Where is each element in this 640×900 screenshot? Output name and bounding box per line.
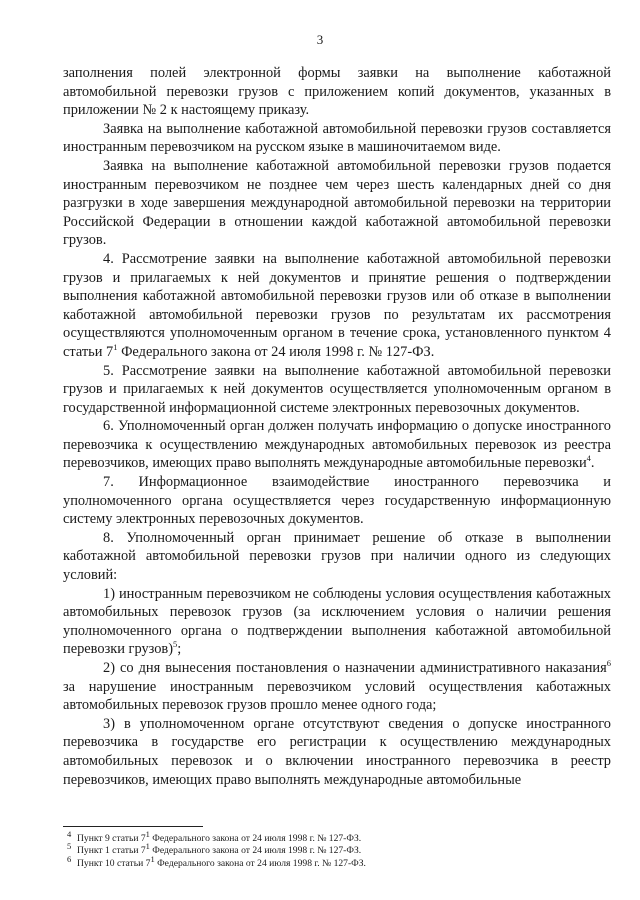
footnotes [63,826,611,870]
text-run: 6. Уполномоченный орган должен получать информацию о допуске иностранного перевозчика к осуществлению международных автомобильных перевозок из реестра перевозчиков, имеющих право выполнять международные автомобильные перевозки [63,418,611,472]
footnote: $^5$ Пункт 1 статьи $7^1$ Федерального закона от 24 июля 1998 г. № 127-ФЗ. [67,841,362,857]
text-run: 8. Уполномоченный орган принимает решение об отказе в выполнении каботажной автомобильной перевозки грузов при наличии одного из следующих условий: [63,529,611,584]
text-run: за нарушение иностранным перевозчиком условий осуществления каботажных автомобильных перевозок грузов прошло менее одного года; [63,678,611,714]
paragraph [63,715,611,789]
text-run: Федерального закона от 24 июля 1998 г. № 127-ФЗ. [149,845,362,857]
superscript-mark: 1 [150,853,155,864]
text-run: Федерального закона от 24 июля 1998 г. № 127-ФЗ. [117,343,435,360]
text-run: Пункт 10 статьи 7 [77,857,151,869]
text-run: Заявка на выполнение каботажной автомобильной перевозки грузов подается иностранным перевозчиком не позднее чем через шесть календарных дней со дня разгрузки в ходе завершения международной автомобильной перевозки на территории Российской Федерации в отношении каждой каботажной автомобильной перевозки грузов. [63,157,611,249]
text-run: заполнения полей электронной формы заявки на выполнение каботажной автомобильной перевозки грузов с приложением копий документов, указанных в приложении № 2 к настоящему приказу. [63,65,611,119]
document-body [63,64,611,789]
paragraph [63,585,611,659]
text-run: 4. Рассмотрение заявки на выполнение каботажной автомобильной перевозки грузов и прилагаемых к ней документов и принятие решения о подтверждении выполнения каботажной автомобильной перевозки грузов или об отказе в выполнении каботажной автомобильной перевозки грузов по результатам их рассмотрения осуществляются уполномоченным органом в течение срока, установленного пунктом 4 статьи 7 [63,250,611,360]
superscript-mark: 6 [606,658,611,669]
paragraph [63,157,611,250]
superscript-mark: 1 [145,828,150,839]
text-run: Федерального закона от 24 июля 1998 г. № 127-ФЗ. [154,857,366,869]
superscript-mark: 4 [586,453,591,464]
paragraph [63,417,611,473]
paragraph [63,120,611,157]
superscript-mark: 1 [145,841,150,852]
superscript-mark: 5 [173,639,178,650]
paragraph [63,64,611,120]
text-run: Заявка на выполнение каботажной автомобильной перевозки грузов составляется иностранным перевозчиком на русском языке в машиночитаемом виде. [63,120,611,156]
text-run: 7. Информационное взаимодействие иностранного перевозчика и уполномоченного органа осуществляется через государственную информационную систему электронных перевозочных документов. [63,474,611,528]
text-run: ; [177,641,182,658]
paragraph [63,659,611,715]
footnote-separator [63,826,203,827]
text-run: 2) со дня вынесения постановления о назначении административного наказания [103,660,607,676]
text-run: Пункт 9 статьи 7 [77,833,146,844]
text-run: 3) в уполномоченном органе отсутствуют сведения о допуске иностранного перевозчика в государстве его регистрации к осуществлению международных автомобильных перевозок и о включении иностранного перевозчика в реестр перевозчиков, имеющих право выполнять международные автомобильные [63,715,611,788]
text-run: Федерального закона от 24 июля 1998 г. № 127-ФЗ. [149,833,362,844]
paragraph [63,473,611,529]
footnote-list [63,828,611,870]
footnote: $^4$ Пункт 9 статьи $7^1$ Федерального закона от 24 июля 1998 г. № 127-ФЗ. [67,828,362,844]
text-run: 5. Рассмотрение заявки на выполнение каботажной автомобильной перевозки грузов и прилагаемых к ней документов осуществляется уполномоченным органом в государственной информационной системе электронных перевозочных документов. [63,362,611,416]
text-run: . [590,455,595,472]
paragraph [63,250,611,362]
footnote: $^6$ Пункт 10 статьи $7^1$ Федерального закона от 24 июля 1998 г. № 127-ФЗ. [67,853,366,869]
superscript-mark: 1 [113,342,118,353]
text-run: 1) иностранным перевозчиком не соблюдены условия осуществления каботажных автомобильных перевозок грузов (за исключением условия о наличии решения уполномоченного органа о подтверждении выполнения каботажной автомобильной перевозки грузов) [63,585,611,658]
page-number: 3 [316,32,324,47]
paragraph [63,362,611,418]
paragraph [63,529,611,585]
text-run: Пункт 1 статьи 7 [77,845,146,857]
